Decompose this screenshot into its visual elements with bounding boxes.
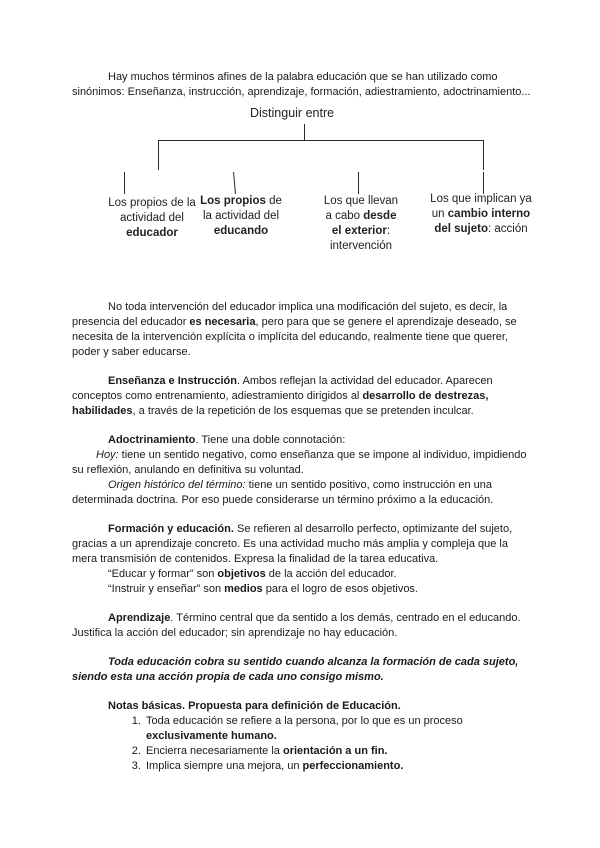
adoctrinamiento-term: Adoctrinamiento bbox=[108, 434, 196, 446]
list-item: 3. Implica siempre una mejora, un perfeccionamiento. bbox=[144, 759, 532, 774]
document-page bbox=[72, 70, 532, 774]
aprendizaje-term: Aprendizaje bbox=[108, 612, 171, 624]
diagram-leaf-educando: Los propios de la actividad del educando bbox=[200, 195, 282, 237]
diagram-branch-bar bbox=[158, 140, 483, 141]
list-item: 1. Toda educación se refiere a la persona, por lo que es un proceso exclusivamente humano. bbox=[144, 714, 532, 744]
intervention-paragraph: No toda intervención del educador implica una modificación del sujeto, es decir, la presencia del educador es necesaria, pero para que se genere el aprendizaje deseado, se necesita de la intervención explícita o implícita del educando, realmente tiene que querer, poder y saber educarse. bbox=[72, 301, 517, 358]
diagram-stem bbox=[304, 124, 305, 140]
distinction-diagram bbox=[72, 100, 532, 300]
diagram-leaf-educador: Los propios de la actividad del educador bbox=[108, 197, 196, 239]
diagram-drop-1 bbox=[158, 140, 159, 170]
diagram-tick-4 bbox=[483, 172, 484, 194]
notas-list bbox=[72, 714, 532, 774]
formacion-term: Formación y educación. bbox=[108, 523, 234, 535]
aprendizaje-paragraph: Aprendizaje. Término central que da sentido a los demás, centrado en el educando. Justifica la acción del educador; sin aprendizaje no hay educación. bbox=[72, 612, 521, 639]
diagram-drop-4 bbox=[483, 140, 484, 170]
diagram-leaf-interno: Los que implican ya un cambio interno del sujeto: acción bbox=[430, 193, 532, 235]
diagram-tick-1 bbox=[124, 172, 125, 194]
diagram-title: Distinguir entre bbox=[250, 106, 335, 120]
ensenanza-term: Enseñanza e Instrucción bbox=[108, 375, 237, 387]
formacion-objetivos: “Educar y formar” son objetivos de la acción del educador. bbox=[108, 568, 397, 580]
adoctrinamiento-origen: Origen histórico del término: tiene un sentido positivo, como instrucción en una determinada doctrina. Por eso puede considerarse un término próximo a la educación. bbox=[72, 479, 494, 506]
notas-title: Notas básicas. Propuesta para definición de Educación. bbox=[108, 700, 401, 712]
formacion-medios: “Instruir y enseñar” son medios para el logro de esos objetivos. bbox=[108, 583, 418, 595]
highlight-statement: Toda educación cobra su sentido cuando alcanza la formación de cada sujeto, siendo esta una acción propia de cada uno consigo mismo. bbox=[72, 656, 519, 683]
ensenanza-paragraph: Enseñanza e Instrucción. Ambos reflejan la actividad del educador. Aparecen conceptos como entrenamiento, adiestramiento dirigidos al desarrollo de destrezas, habilidades, a través de la repetición de los esquemas que se pretenden inculcar. bbox=[72, 375, 493, 417]
diagram-leaf-exterior: Los que llevan a cabo desde el exterior: intervención bbox=[323, 195, 399, 252]
diagram-tick-2 bbox=[233, 172, 236, 194]
diagram-tick-3 bbox=[358, 172, 359, 194]
list-item: 2. Encierra necesariamente la orientación a un fin. bbox=[144, 744, 532, 759]
adoctrinamiento-hoy: Hoy: tiene un sentido negativo, como enseñanza que se impone al individuo, impidiendo su reflexión, anulando en definitiva su voluntad. bbox=[72, 449, 527, 476]
intro-paragraph: Hay muchos términos afines de la palabra educación que se han utilizado como sinónimos: Enseñanza, instrucción, aprendizaje, formación, adiestramiento, adoctrinamiento... bbox=[72, 71, 531, 98]
adoctrinamiento-heading: Adoctrinamiento. Tiene una doble connotación: bbox=[108, 434, 346, 446]
formacion-paragraph: Formación y educación. Se refieren al desarrollo perfecto, optimizante del sujeto, gracias a un aprendizaje concreto. Es una actividad mucho más amplia y compleja que la mera transmisión de contenidos. Expresa la finalidad de la tarea educativa. bbox=[72, 523, 513, 565]
